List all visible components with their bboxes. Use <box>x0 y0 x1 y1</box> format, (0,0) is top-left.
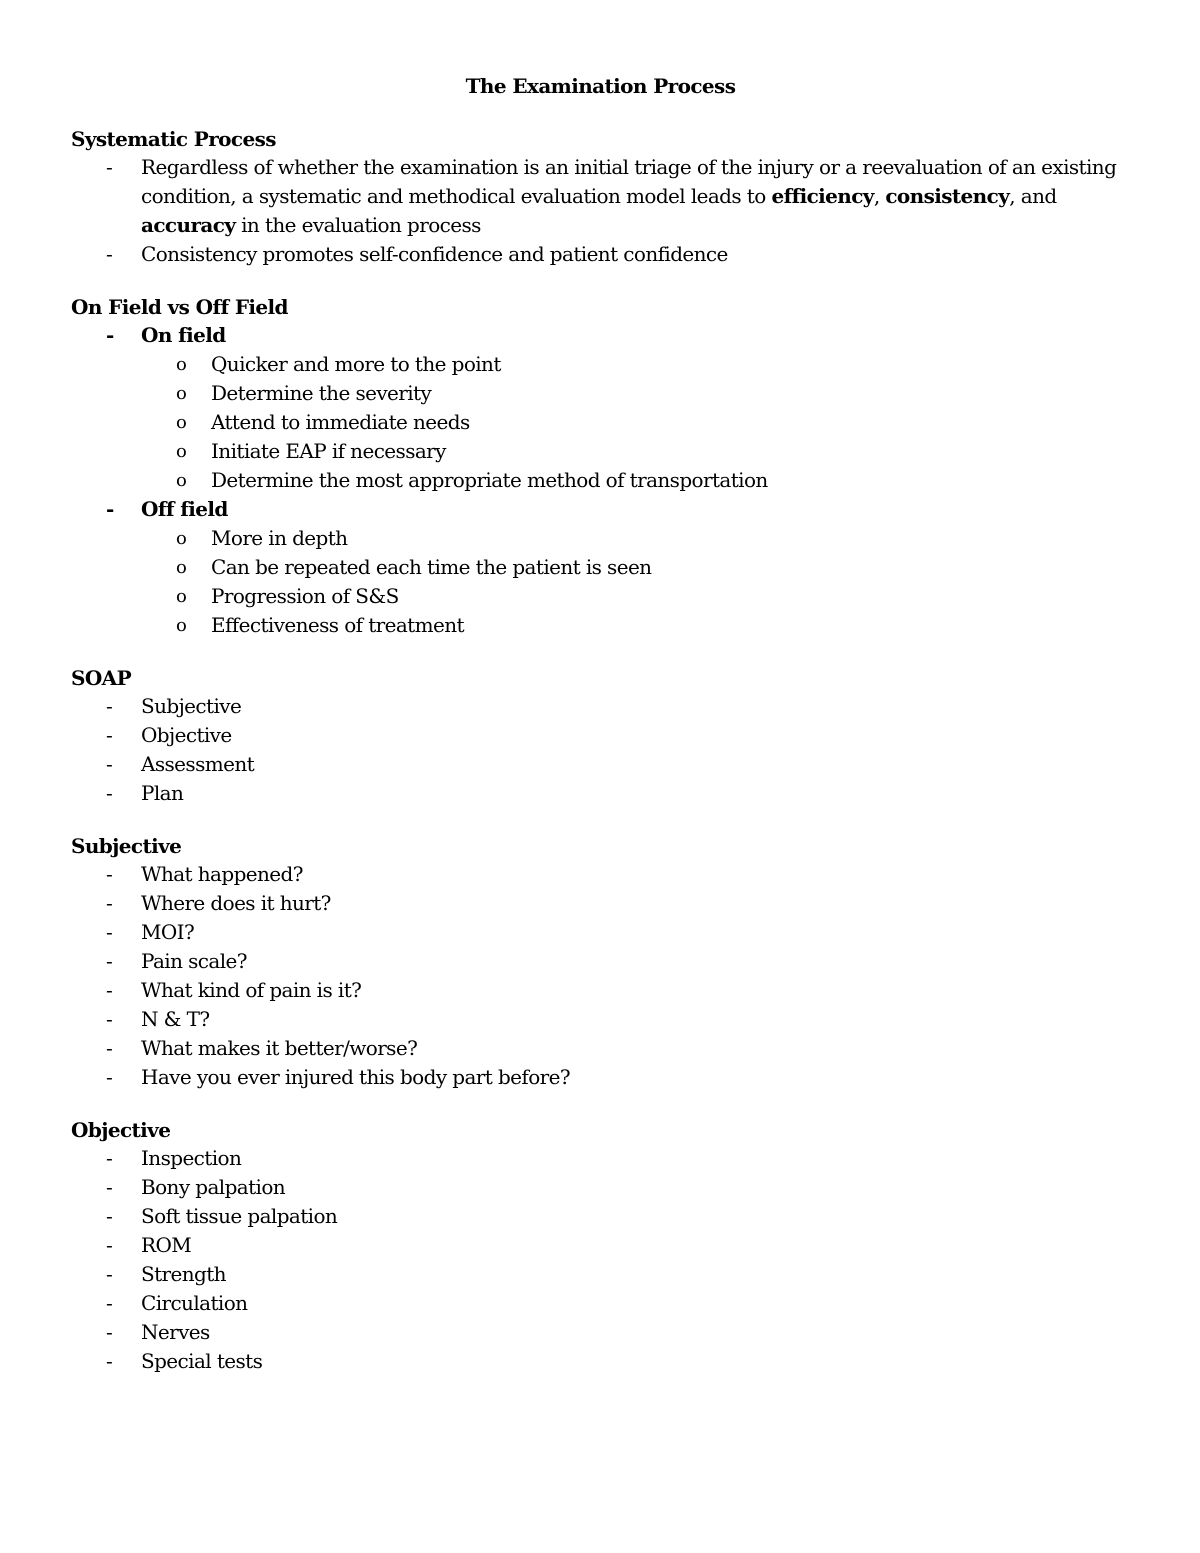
list-item-text: Pain scale? <box>141 949 247 973</box>
list-item-text: More in depth <box>211 526 348 550</box>
list-item <box>71 1260 1130 1289</box>
list-item <box>141 379 1130 408</box>
bullet-list <box>71 321 1130 350</box>
circle-bullet: o <box>176 528 187 549</box>
list-item <box>71 1063 1130 1092</box>
bold-text-accuracy: accuracy <box>141 213 236 237</box>
list-item-text: Initiate EAP if necessary <box>211 439 446 463</box>
dash-bullet: - <box>106 323 114 347</box>
list-item-text: Assessment <box>141 752 255 776</box>
section-subjective <box>71 833 1130 1092</box>
dash-bullet: - <box>106 497 114 521</box>
section-systematic-process <box>71 126 1130 269</box>
dash-bullet: - <box>106 1175 113 1199</box>
list-item <box>71 1231 1130 1260</box>
list-item <box>141 437 1130 466</box>
list-item <box>71 1034 1130 1063</box>
bullet-list <box>71 860 1130 1092</box>
list-item <box>141 553 1130 582</box>
list-item <box>71 1318 1130 1347</box>
circle-bullet: o <box>176 557 187 578</box>
section-heading: Subjective <box>71 834 182 858</box>
list-item <box>71 860 1130 889</box>
list-item-on-field <box>71 321 1130 350</box>
list-item <box>71 918 1130 947</box>
text-run: in the evaluation process <box>235 213 481 237</box>
list-item <box>71 1173 1130 1202</box>
list-item-text: Determine the severity <box>211 381 432 405</box>
list-item <box>141 582 1130 611</box>
list-item <box>141 524 1130 553</box>
dash-bullet: - <box>106 1233 113 1257</box>
bullet-list <box>71 1144 1130 1376</box>
list-item-off-field <box>71 495 1130 524</box>
dash-bullet: - <box>106 1036 113 1060</box>
dash-bullet: - <box>106 723 113 747</box>
list-item-text: Determine the most appropriate method of transportation <box>211 468 768 492</box>
section-heading: Systematic Process <box>71 127 276 151</box>
list-item-text: What kind of pain is it? <box>141 978 362 1002</box>
circle-bullet: o <box>176 383 187 404</box>
list-item-text: Strength <box>141 1262 226 1286</box>
list-item <box>141 466 1130 495</box>
dash-bullet: - <box>106 781 113 805</box>
text-run: Regardless of whether the examination is an initial triage of the injury or a reevaluation of an existing condition, a systematic and methodical evaluation model leads to <box>141 155 1117 208</box>
dash-bullet: - <box>106 1320 113 1344</box>
list-item-text: Objective <box>141 723 232 747</box>
list-item-text: Progression of S&S <box>211 584 399 608</box>
list-item-text: Nerves <box>141 1320 210 1344</box>
dash-bullet: - <box>106 1065 113 1089</box>
bullet-list <box>71 153 1130 269</box>
circle-bullet: o <box>176 441 187 462</box>
section-on-field-vs-off-field <box>71 294 1130 640</box>
dash-bullet: - <box>106 949 113 973</box>
list-item <box>71 1144 1130 1173</box>
bullet-list <box>71 692 1130 808</box>
dash-bullet: - <box>106 920 113 944</box>
section-objective <box>71 1117 1130 1376</box>
list-item-text: Consistency promotes self-confidence and patient confidence <box>141 242 728 266</box>
list-item <box>71 721 1130 750</box>
list-item-text: MOI? <box>141 920 195 944</box>
list-item <box>71 889 1130 918</box>
dash-bullet: - <box>106 1007 113 1031</box>
dash-bullet: - <box>106 1349 113 1373</box>
list-item-text: Can be repeated each time the patient is seen <box>211 555 652 579</box>
list-item <box>71 1347 1130 1376</box>
list-item-text: Quicker and more to the point <box>211 352 501 376</box>
section-heading: SOAP <box>71 666 132 690</box>
dash-bullet: - <box>106 242 113 266</box>
list-item-text: What happened? <box>141 862 303 886</box>
bold-text-efficiency: efficiency <box>771 184 874 208</box>
list-item <box>141 350 1130 379</box>
sub-bullet-list-on-field <box>71 350 1130 495</box>
text-run: , <box>873 184 886 208</box>
circle-bullet: o <box>176 354 187 375</box>
circle-bullet: o <box>176 586 187 607</box>
list-item-text: Bony palpation <box>141 1175 286 1199</box>
list-item <box>71 692 1130 721</box>
dash-bullet: - <box>106 891 113 915</box>
circle-bullet: o <box>176 412 187 433</box>
dash-bullet: - <box>106 752 113 776</box>
list-item-text: Special tests <box>141 1349 263 1373</box>
sub-heading-label: Off field <box>141 497 228 521</box>
list-item <box>71 1202 1130 1231</box>
list-item <box>71 947 1130 976</box>
list-item-text: N & T? <box>141 1007 210 1031</box>
dash-bullet: - <box>106 1146 113 1170</box>
dash-bullet: - <box>106 1291 113 1315</box>
list-item-text: Inspection <box>141 1146 242 1170</box>
bullet-list <box>71 495 1130 524</box>
text-run: , and <box>1009 184 1057 208</box>
circle-bullet: o <box>176 470 187 491</box>
dash-bullet: - <box>106 862 113 886</box>
list-item <box>71 976 1130 1005</box>
list-item <box>71 153 1130 240</box>
dash-bullet: - <box>106 978 113 1002</box>
list-item-text: Soft tissue palpation <box>141 1204 338 1228</box>
list-item <box>71 750 1130 779</box>
section-heading: Objective <box>71 1118 171 1142</box>
page-title: The Examination Process <box>465 74 736 98</box>
list-item-text: Effectiveness of treatment <box>211 613 464 637</box>
section-soap <box>71 665 1130 808</box>
dash-bullet: - <box>106 155 113 179</box>
list-item <box>141 408 1130 437</box>
list-item <box>71 1289 1130 1318</box>
dash-bullet: - <box>106 1204 113 1228</box>
list-item-text: Where does it hurt? <box>141 891 331 915</box>
list-item <box>71 779 1130 808</box>
list-item-text: What makes it better/worse? <box>141 1036 418 1060</box>
list-item-text: Have you ever injured this body part before? <box>141 1065 570 1089</box>
sub-heading-label: On field <box>141 323 226 347</box>
list-item-text <box>141 155 1116 237</box>
dash-bullet: - <box>106 1262 113 1286</box>
bold-text-consistency: consistency <box>885 184 1010 208</box>
list-item <box>71 1005 1130 1034</box>
section-heading: On Field vs Off Field <box>71 295 288 319</box>
list-item <box>71 240 1130 269</box>
list-item-text: Plan <box>141 781 184 805</box>
circle-bullet: o <box>176 615 187 636</box>
list-item <box>141 611 1130 640</box>
dash-bullet: - <box>106 694 113 718</box>
list-item-text: Attend to immediate needs <box>211 410 470 434</box>
sub-bullet-list-off-field <box>71 524 1130 640</box>
list-item-text: ROM <box>141 1233 192 1257</box>
list-item-text: Circulation <box>141 1291 248 1315</box>
list-item-text: Subjective <box>141 694 242 718</box>
